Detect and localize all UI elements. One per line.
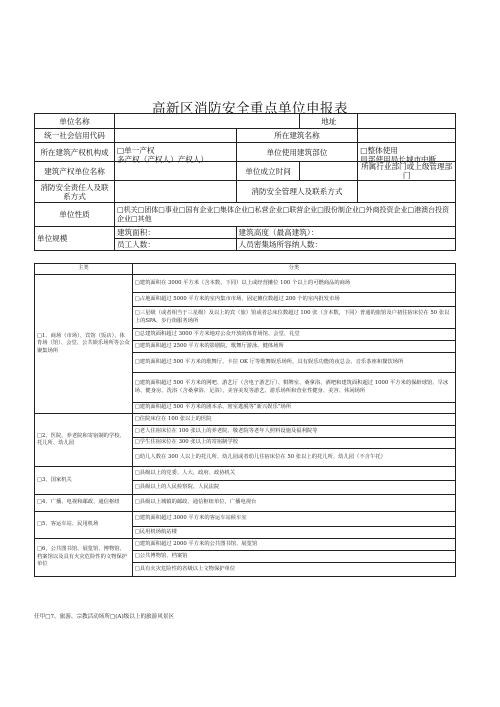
category-row [35, 467, 456, 481]
property-unit-field[interactable] [114, 162, 236, 181]
sub-category-item[interactable]: □建筑面积超过 500 平方米的网吧、游艺厅（含电子游艺厅）、棋牌室、桑拿浴、酒吧和建筑面积超过 1000 平方米的保龄球馆、旱冰场、健身房、洗浴（含桑拿浴、足浴）、美容美发等游艺、游乐场所和营业性健身、美容、休闲场所 [132, 373, 455, 403]
category-row [35, 539, 456, 551]
sub-category-item[interactable]: □民用机场航站楼 [132, 527, 455, 539]
sub-category-item[interactable]: □公共博物馆、档案馆 [132, 551, 455, 563]
sub-category-item[interactable]: □建筑面积超过 2000 平方米的公共图书馆、展览馆 [132, 539, 455, 551]
page-title: 高新区消防安全重点单位申报表 [152, 101, 348, 117]
crowd-count-label: 人员密集场所容纳人数： [236, 239, 455, 251]
sub-category-item[interactable]: □建筑面积超过 3000 平方米的客运车站候车室 [132, 512, 455, 527]
establish-time-field[interactable] [300, 162, 358, 181]
sub-category-item[interactable]: □县级以上的党委、人大、政府、政协机关 [132, 467, 455, 481]
category-row [35, 275, 456, 293]
main-category-6[interactable]: □6、公共图书馆、展览馆、博物馆、档案馆以及具有火灾危险性的文物保护单位 [35, 539, 133, 577]
safety-responsible-field[interactable] [114, 181, 236, 203]
unit-name-label: 单位名称 [35, 114, 115, 129]
safety-manager-label: 消防安全管理人及联系方式 [236, 181, 358, 203]
main-category-header: 主类 [35, 264, 133, 275]
sub-category-item[interactable]: □老人住宿床位在 100 张以上的养老院、敬老院等老年人照料设施及福利院等 [132, 426, 455, 438]
unit-nature-label: 单位性质 [35, 203, 115, 227]
sub-category-item[interactable]: □具有火灾危险性的省级以上文物保护单位 [132, 563, 455, 577]
safety-responsible-label: 消防安全责任人及联系方式 [35, 181, 115, 203]
building-use-label: 单位使用建筑部位 [236, 143, 358, 162]
sub-category-header: 分类 [132, 264, 455, 275]
building-name-field[interactable] [358, 129, 456, 143]
address-field[interactable] [358, 114, 456, 129]
property-type-options[interactable] [114, 143, 236, 162]
safety-manager-field[interactable] [358, 181, 456, 203]
sub-category-item[interactable]: □学生住宿床位在 300 张以上的寄宿制学校 [132, 438, 455, 449]
sub-category-item[interactable]: □总建筑面积超过 3000 平方米地对公众开放的体育场馆、会堂、礼堂 [132, 329, 455, 341]
partial-use-option[interactable]: 局部使用局长城市中断 [360, 154, 437, 164]
category-row [35, 414, 456, 426]
building-name-label: 所在建筑名称 [236, 129, 358, 143]
category-row [35, 495, 456, 512]
whole-use-option[interactable]: □整体使用 [360, 145, 398, 155]
main-category-5[interactable]: □5、客运车站、民用机场 [35, 512, 133, 539]
use-type-options[interactable] [358, 143, 456, 162]
sub-category-item[interactable]: □建筑面积超过 2500 平方米的影剧院、歌舞厅游泳、健体场所 [132, 341, 455, 353]
sub-category-item[interactable]: □住院床位在 100 张以上的医院 [132, 414, 455, 426]
category-row [35, 512, 456, 527]
unit-name-field[interactable] [114, 114, 300, 129]
footer-note: 任甲□7、旅游、宗教活动场所□(A)级以上的旅游风景区 [34, 614, 175, 620]
sub-category-item[interactable]: □县级以上城镇的邮政、通信枢纽单位、广播电视台 [132, 495, 455, 512]
building-area-label: 建筑面积： [114, 227, 236, 239]
establish-time-label: 单位成立时间 [236, 162, 300, 181]
multi-property-option[interactable]: 多产权（产权人）产权人） [116, 154, 209, 164]
credit-code-label: 统一社会信用代码 [35, 129, 115, 143]
main-category-4[interactable]: □4、广播、电视和邮政、通信枢纽 [35, 495, 133, 512]
main-category-1[interactable]: □1、商场（市场）、宾馆（饭店）、体育场（馆）、会堂、公共娱乐场所等公众聚集场所 [35, 275, 133, 414]
unit-nature-options[interactable]: □机关□团体□事业□国有企业□集体企业□私营企业□联营企业□股份制企业□外商投资企业□港澳台投资企业□其他 [114, 203, 455, 227]
main-category-2[interactable]: □2、医院、养老院和寄宿制的学校、托儿所、幼儿园 [35, 414, 133, 467]
application-form-table [34, 113, 456, 251]
sub-category-item[interactable]: □建筑面积超过 500 平方米的歌舞厅、卡拉 OK 厅等歌舞娱乐场所，具有娱乐功能的夜总会、音乐茶座和餐饮场所 [132, 353, 455, 373]
property-unit-label: 建筑产权单位名称 [35, 162, 115, 181]
sub-category-item[interactable]: □占地面积超过 5000 平方米的室内集市市场、固定摊位数超过 200 个的室内批发市场 [132, 293, 455, 307]
scale-label: 单位规模 [35, 227, 115, 251]
single-property-option[interactable]: □单一产权 [116, 145, 155, 155]
staff-count-label: 员工人数： [114, 239, 236, 251]
sub-category-item[interactable]: □县级以上的人民检察院、人民法院 [132, 481, 455, 495]
sub-category-item[interactable]: □建筑面积在 3000 平方米（含本数，下同）以上或经营摊位 100 个以上的可燃商品的商场 [132, 275, 455, 293]
address-label: 地址 [300, 114, 358, 129]
credit-code-field[interactable] [114, 129, 236, 143]
sub-category-item[interactable]: □建筑面积超过 500 平方米的剧本杀、密室逃脱等“新兴娱乐”场所 [132, 403, 455, 414]
building-property-org-label: 所在建筑产权机构成 [35, 143, 115, 162]
category-table [34, 263, 456, 577]
sub-category-item[interactable]: □幼儿人数在 300 人以上的托儿所、幼儿园或者幼儿住宿床位在 50 张以上的托儿所、幼儿园（不含午托） [132, 449, 455, 467]
main-category-3[interactable]: □3、国家机关 [35, 467, 133, 495]
sub-category-item[interactable]: □三星级（或者相当于三星级）及以上的宾（旅）馆或者总床位数超过 100 张（含本数，下同）普通的旅馆及户初住宿床位在 50 张以上的SPA、步行街服务场所 [132, 307, 455, 329]
building-height-label: 建筑高度（最高建筑）： [236, 227, 455, 239]
industry-dept-label: 所属行业部门或上级管理部门 [358, 162, 456, 181]
